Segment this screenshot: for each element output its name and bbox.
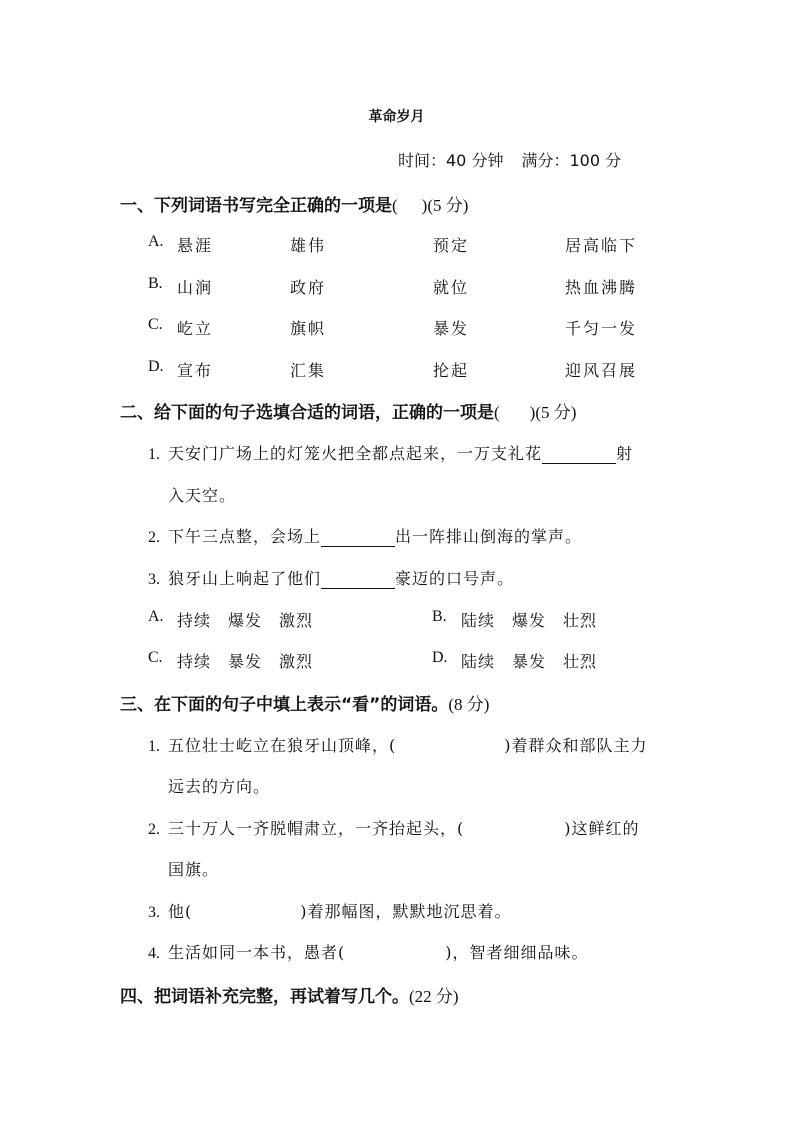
full-score: 满分：100 分 <box>521 151 622 170</box>
option-d[interactable]: D. 陆续 暴发 壮烈 <box>432 649 598 671</box>
q3-sentence-1: 1. 五位壮士屹立在狼牙山顶峰，( )着群众和部队主力 <box>148 736 648 755</box>
question-1-heading: 一、下列词语书写完全正确的一项是( )(5 分) <box>120 196 469 216</box>
option-b[interactable]: B. 陆续 爆发 壮烈 <box>432 608 598 630</box>
question-3-heading: 三、在下面的句子中填上表示“看”的词语。(8 分) <box>120 695 490 715</box>
q3-sentence-3: 3. 他( )着那幅图，默默地沉思着。 <box>148 902 512 921</box>
page-title: 革命岁月 <box>368 109 425 125</box>
q3-sentence-4: 4. 生活如同一本书，愚者( )，智者细细品味。 <box>148 943 589 962</box>
q3-sentence-2: 2. 三十万人一齐脱帽肃立，一齐抬起头，( )这鲜红的 <box>148 819 640 838</box>
option-a[interactable]: A. 持续 爆发 激烈 <box>148 608 314 630</box>
q2-sentence-2: 2. 下午三点整，会场上 出一阵排山倒海的掌声。 <box>148 527 583 546</box>
option-d[interactable]: D. 宣布 汇集 抡起 迎风召展 <box>148 358 638 380</box>
option-c[interactable]: C. 持续 暴发 激烈 <box>148 649 314 671</box>
fill-blank[interactable] <box>542 447 616 464</box>
option-a[interactable]: A. 悬涯 雄伟 预定 居高临下 <box>148 233 638 255</box>
option-c[interactable]: C. 屹立 旗帜 暴发 千匀一发 <box>148 316 638 338</box>
fill-blank[interactable] <box>321 530 395 547</box>
question-4-heading: 四、把词语补充完整，再试着写几个。(22 分) <box>120 987 459 1007</box>
time-limit: 时间：40 分钟 <box>398 151 504 170</box>
q2-sentence-1-cont: 入天空。 <box>168 486 237 505</box>
question-2-heading: 二、给下面的句子选填合适的词语，正确的一项是( )(5 分) <box>120 403 577 423</box>
q2-sentence-1: 1. 天安门广场上的灯笼火把全都点起来，一万支礼花 射 <box>148 444 634 463</box>
q2-sentence-3: 3. 狼牙山上响起了他们 豪迈的口号声。 <box>148 569 515 588</box>
q3-sentence-2-cont: 国旗。 <box>168 860 220 879</box>
exam-meta <box>398 148 639 171</box>
q3-sentence-1-cont: 远去的方向。 <box>168 777 271 796</box>
fill-blank[interactable] <box>321 572 395 589</box>
option-b[interactable]: B. 山涧 政府 就位 热血沸腾 <box>148 275 638 297</box>
